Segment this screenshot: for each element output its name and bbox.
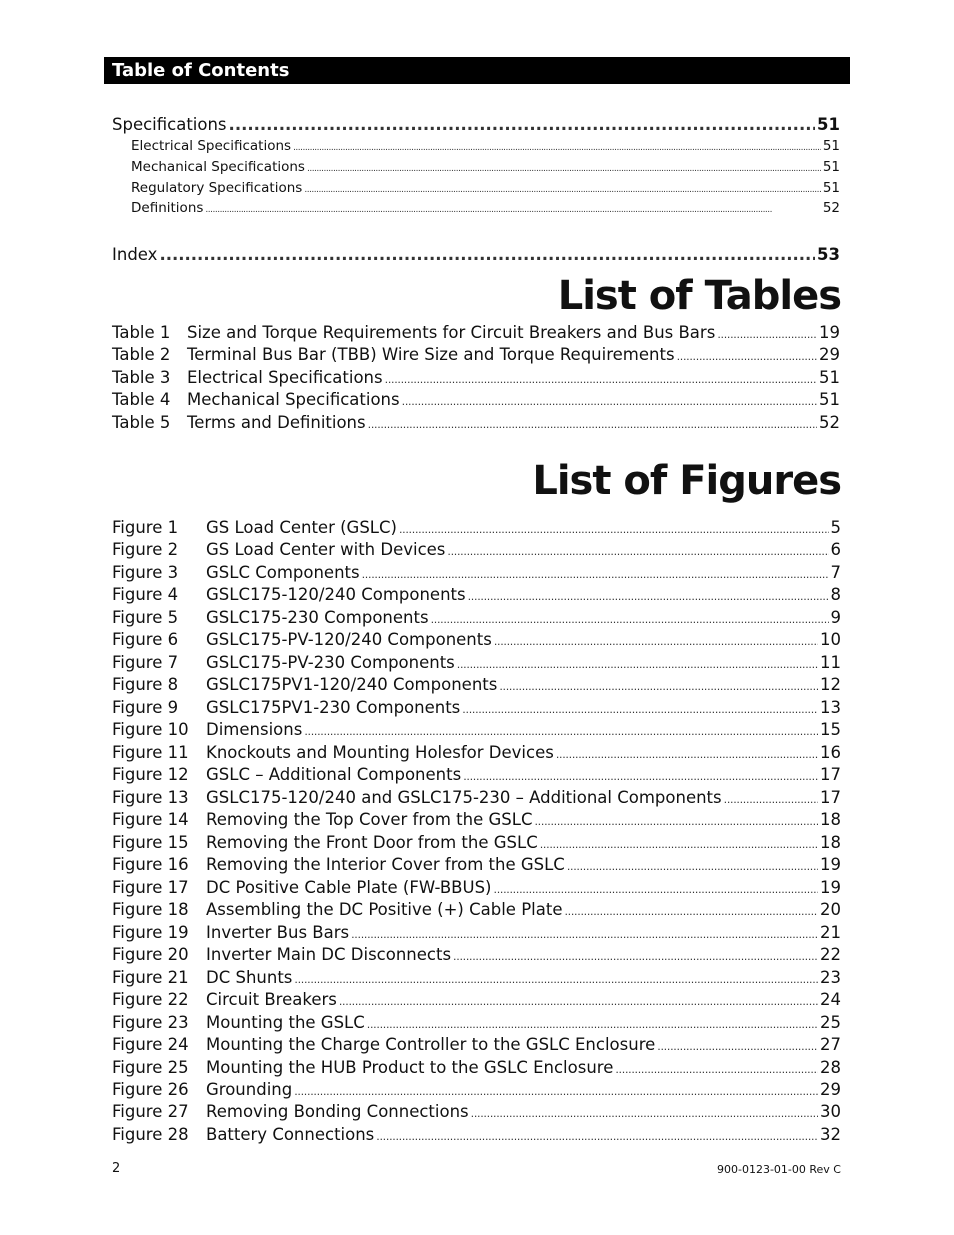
figure-entry[interactable] bbox=[112, 720, 841, 739]
dot-leader bbox=[362, 568, 829, 581]
figure-label: Figure 24 bbox=[112, 1035, 189, 1055]
figure-label: Figure 1 bbox=[112, 518, 179, 537]
figure-page: 19 bbox=[820, 877, 841, 897]
figure-label: Figure 14 bbox=[112, 810, 189, 830]
figure-label: Figure 19 bbox=[112, 922, 189, 942]
figure-title: Battery Connections bbox=[206, 1124, 375, 1144]
figure-page: 24 bbox=[820, 990, 841, 1010]
toc-header-bar bbox=[104, 57, 850, 84]
figure-label: Figure 27 bbox=[112, 1102, 189, 1122]
figure-label: Figure 22 bbox=[112, 990, 189, 1010]
figure-title: Mounting the HUB Product to the GSLC Enclosure bbox=[206, 1057, 614, 1077]
dot-leader bbox=[677, 350, 817, 363]
figure-page: 9 bbox=[830, 607, 841, 627]
figure-entry[interactable] bbox=[112, 698, 841, 717]
dot-leader bbox=[468, 590, 829, 603]
toc-entry-page: 53 bbox=[817, 245, 840, 264]
figure-title: GSLC175-120/240 and GSLC175-230 – Additional Components bbox=[206, 787, 722, 807]
dot-leader bbox=[453, 950, 818, 963]
figure-entry[interactable] bbox=[112, 585, 841, 604]
figure-title: GSLC175-PV-120/240 Components bbox=[206, 630, 492, 650]
figure-label: Figure 4 bbox=[112, 585, 179, 605]
table-title: Size and Torque Requirements for Circuit Breakers and Bus Bars bbox=[187, 323, 716, 342]
figure-entry[interactable] bbox=[112, 878, 841, 897]
figure-label: Figure 26 bbox=[112, 1080, 189, 1099]
toc-subentry-page: 51 bbox=[822, 159, 840, 175]
figure-title: Circuit Breakers bbox=[206, 990, 337, 1010]
figure-entry[interactable] bbox=[112, 1125, 841, 1144]
figure-title: Dimensions bbox=[206, 720, 303, 740]
table-title: Mechanical Specifications bbox=[187, 390, 400, 410]
figure-title: DC Positive Cable Plate (FW-BBUS) bbox=[206, 877, 492, 897]
dot-leader bbox=[657, 1040, 818, 1053]
figure-label: Figure 15 bbox=[112, 832, 189, 852]
figure-entry[interactable] bbox=[112, 855, 841, 874]
figure-title: Inverter Bus Bars bbox=[206, 922, 350, 942]
figure-title: DC Shunts bbox=[206, 967, 293, 987]
table-title: Terms and Definitions bbox=[187, 412, 366, 432]
figure-title: GS Load Center (GSLC) bbox=[206, 518, 397, 537]
figure-page: 15 bbox=[820, 720, 841, 740]
figure-page: 20 bbox=[820, 900, 841, 920]
figure-label: Figure 2 bbox=[112, 540, 179, 560]
dot-leader bbox=[307, 164, 821, 174]
figure-entry[interactable] bbox=[112, 563, 841, 582]
figure-page: 11 bbox=[820, 652, 841, 672]
figure-page: 8 bbox=[830, 585, 841, 605]
dot-leader bbox=[717, 328, 817, 341]
figure-entry[interactable] bbox=[112, 833, 841, 852]
figure-entry[interactable] bbox=[112, 810, 841, 829]
toc-subentry-title: Regulatory Specifications bbox=[131, 180, 303, 196]
dot-leader bbox=[293, 143, 821, 153]
dot-leader bbox=[499, 680, 818, 693]
dot-leader bbox=[463, 770, 818, 783]
figure-page: 32 bbox=[820, 1124, 841, 1144]
figure-title: Grounding bbox=[206, 1080, 293, 1099]
dot-leader bbox=[376, 1130, 818, 1143]
figure-entry[interactable] bbox=[112, 788, 841, 807]
dot-leader bbox=[462, 703, 818, 716]
figure-label: Figure 21 bbox=[112, 967, 189, 987]
figure-page: 18 bbox=[820, 832, 841, 852]
figure-label: Figure 13 bbox=[112, 787, 189, 807]
figure-page: 5 bbox=[830, 518, 841, 537]
figure-page: 23 bbox=[820, 967, 841, 987]
figure-entry[interactable] bbox=[112, 765, 841, 784]
figure-label: Figure 25 bbox=[112, 1057, 189, 1077]
figure-page: 10 bbox=[820, 630, 841, 650]
figure-entry[interactable] bbox=[112, 653, 841, 672]
figure-label: Figure 8 bbox=[112, 675, 179, 695]
figure-title: Knockouts and Mounting Holesfor Devices bbox=[206, 742, 554, 762]
toc-subentry-page: 51 bbox=[822, 180, 840, 196]
toc-subentry-definitions[interactable] bbox=[131, 200, 840, 216]
toc-subentry-page: 52 bbox=[822, 200, 840, 216]
figure-entry[interactable] bbox=[112, 900, 841, 919]
dot-leader bbox=[304, 725, 818, 738]
figure-title: Removing Bonding Connections bbox=[206, 1102, 469, 1122]
dot-leader bbox=[567, 860, 818, 873]
figure-page: 17 bbox=[820, 765, 841, 785]
figure-label: Figure 6 bbox=[112, 630, 179, 650]
figure-entry[interactable] bbox=[112, 1058, 841, 1077]
figure-page: 16 bbox=[820, 742, 841, 762]
dot-leader bbox=[494, 635, 818, 648]
figure-label: Figure 20 bbox=[112, 945, 189, 965]
dot-leader bbox=[447, 545, 828, 558]
figure-page: 27 bbox=[820, 1035, 841, 1055]
figure-title: Removing the Interior Cover from the GSLC bbox=[206, 855, 565, 875]
dot-leader bbox=[431, 613, 829, 626]
dot-leader bbox=[402, 395, 817, 408]
figure-entry[interactable] bbox=[112, 743, 841, 762]
figure-label: Figure 28 bbox=[112, 1124, 189, 1144]
table-entry[interactable] bbox=[112, 390, 840, 409]
figure-label: Figure 9 bbox=[112, 697, 179, 717]
figure-label: Figure 5 bbox=[112, 607, 179, 627]
toc-subentry-title: Definitions bbox=[131, 200, 204, 216]
toc-subentry-title: Mechanical Specifications bbox=[131, 159, 305, 175]
figure-entry[interactable] bbox=[112, 1013, 841, 1032]
figure-title: Removing the Top Cover from the GSLC bbox=[206, 810, 533, 830]
table-label: Table 1 bbox=[112, 323, 171, 342]
figure-entry[interactable] bbox=[112, 1035, 841, 1054]
table-page: 51 bbox=[819, 390, 840, 410]
figure-page: 21 bbox=[820, 922, 841, 942]
figure-title: GS Load Center with Devices bbox=[206, 540, 446, 560]
figure-page: 22 bbox=[820, 945, 841, 965]
figure-title: GSLC175-120/240 Components bbox=[206, 585, 466, 605]
figure-title: GSLC – Additional Components bbox=[206, 765, 462, 785]
dot-leader bbox=[556, 748, 818, 761]
figure-entry[interactable] bbox=[112, 990, 841, 1009]
figure-page: 12 bbox=[820, 675, 841, 695]
dot-leader bbox=[724, 793, 818, 806]
figure-title: GSLC Components bbox=[206, 562, 360, 582]
footer-doc-id: 900-0123-01-00 Rev C bbox=[717, 1163, 841, 1176]
table-label: Table 3 bbox=[112, 367, 171, 387]
figure-page: 6 bbox=[830, 540, 841, 560]
figure-title: Mounting the GSLC bbox=[206, 1012, 365, 1032]
dot-leader bbox=[368, 418, 817, 431]
table-entry[interactable] bbox=[112, 345, 840, 364]
figure-label: Figure 10 bbox=[112, 720, 189, 740]
toc-entry-title: Index bbox=[112, 245, 158, 264]
list-of-figures-heading: List of Figures bbox=[532, 458, 841, 504]
figure-label: Figure 12 bbox=[112, 765, 189, 785]
toc-header-title: Table of Contents bbox=[112, 60, 290, 81]
figure-page: 30 bbox=[820, 1102, 841, 1122]
dot-leader bbox=[304, 185, 820, 195]
figure-label: Figure 18 bbox=[112, 900, 189, 920]
dot-leader bbox=[615, 1063, 818, 1076]
table-label: Table 4 bbox=[112, 390, 171, 410]
figure-label: Figure 7 bbox=[112, 652, 179, 672]
figure-page: 19 bbox=[820, 855, 841, 875]
figure-title: Assembling the DC Positive (+) Cable Plate bbox=[206, 900, 563, 920]
table-entry[interactable] bbox=[112, 368, 840, 387]
dot-leader bbox=[159, 245, 815, 264]
figure-entry[interactable] bbox=[112, 968, 841, 987]
figure-title: GSLC175-PV-230 Components bbox=[206, 652, 455, 672]
figure-label: Figure 23 bbox=[112, 1012, 189, 1032]
figure-title: Inverter Main DC Disconnects bbox=[206, 945, 452, 965]
toc-subentry-regulatory[interactable] bbox=[131, 180, 840, 196]
figure-title: Mounting the Charge Controller to the GSLC Enclosure bbox=[206, 1035, 656, 1055]
figure-entry[interactable] bbox=[112, 630, 841, 649]
figure-title: GSLC175PV1-230 Components bbox=[206, 697, 461, 717]
figure-page: 18 bbox=[820, 810, 841, 830]
dot-leader bbox=[399, 523, 829, 536]
figure-entry[interactable] bbox=[112, 518, 841, 537]
figure-entry[interactable] bbox=[112, 675, 841, 694]
figure-entry[interactable] bbox=[112, 608, 841, 627]
figure-label: Figure 17 bbox=[112, 877, 189, 897]
dot-leader bbox=[294, 973, 818, 986]
dot-leader bbox=[351, 928, 818, 941]
figure-entry[interactable] bbox=[112, 945, 841, 964]
dot-leader bbox=[471, 1107, 818, 1120]
figure-page: 13 bbox=[820, 697, 841, 717]
table-label: Table 5 bbox=[112, 412, 171, 432]
figure-entry[interactable] bbox=[112, 540, 841, 559]
dot-leader bbox=[205, 205, 820, 215]
toc-entry-page: 51 bbox=[817, 115, 840, 134]
dot-leader bbox=[457, 658, 818, 671]
table-title: Terminal Bus Bar (TBB) Wire Size and Torque Requirements bbox=[187, 345, 675, 365]
figure-title: Removing the Front Door from the GSLC bbox=[206, 832, 538, 852]
dot-leader bbox=[534, 815, 818, 828]
toc-subentry-electrical[interactable] bbox=[131, 138, 840, 154]
dot-leader bbox=[540, 838, 818, 851]
dot-leader bbox=[367, 1018, 818, 1031]
figure-title: GSLC175-230 Components bbox=[206, 607, 429, 627]
toc-entry-index[interactable] bbox=[112, 245, 840, 264]
table-entry[interactable] bbox=[112, 323, 840, 342]
figure-page: 25 bbox=[820, 1012, 841, 1032]
table-page: 52 bbox=[819, 412, 840, 432]
figure-label: Figure 16 bbox=[112, 855, 189, 875]
table-label: Table 2 bbox=[112, 345, 171, 365]
figure-page: 28 bbox=[820, 1057, 841, 1077]
list-of-tables-heading: List of Tables bbox=[557, 273, 841, 319]
figure-label: Figure 3 bbox=[112, 562, 179, 582]
toc-subentry-mechanical[interactable] bbox=[131, 159, 840, 175]
toc-entry-title: Specifications bbox=[112, 115, 227, 134]
toc-subentry-title: Electrical Specifications bbox=[131, 138, 292, 154]
toc-subentry-page: 51 bbox=[822, 138, 840, 154]
dot-leader bbox=[385, 373, 817, 386]
dot-leader bbox=[494, 883, 819, 896]
footer-page-number: 2 bbox=[112, 1161, 121, 1176]
figure-title: GSLC175PV1-120/240 Components bbox=[206, 675, 498, 695]
figure-entry[interactable] bbox=[112, 1102, 841, 1121]
dot-leader bbox=[564, 905, 818, 918]
toc-entry-specifications[interactable] bbox=[112, 115, 840, 134]
table-page: 51 bbox=[819, 367, 840, 387]
table-entry[interactable] bbox=[112, 413, 840, 432]
dot-leader bbox=[294, 1085, 818, 1098]
dot-leader bbox=[339, 995, 818, 1008]
figure-label: Figure 11 bbox=[112, 742, 189, 762]
table-page: 29 bbox=[819, 345, 840, 365]
figure-entry[interactable] bbox=[112, 1080, 841, 1099]
table-page: 19 bbox=[819, 323, 840, 342]
table-title: Electrical Specifications bbox=[187, 367, 383, 387]
figure-page: 29 bbox=[820, 1080, 841, 1099]
figure-entry[interactable] bbox=[112, 923, 841, 942]
dot-leader bbox=[229, 115, 815, 134]
figure-page: 17 bbox=[820, 787, 841, 807]
figure-page: 7 bbox=[830, 562, 841, 582]
